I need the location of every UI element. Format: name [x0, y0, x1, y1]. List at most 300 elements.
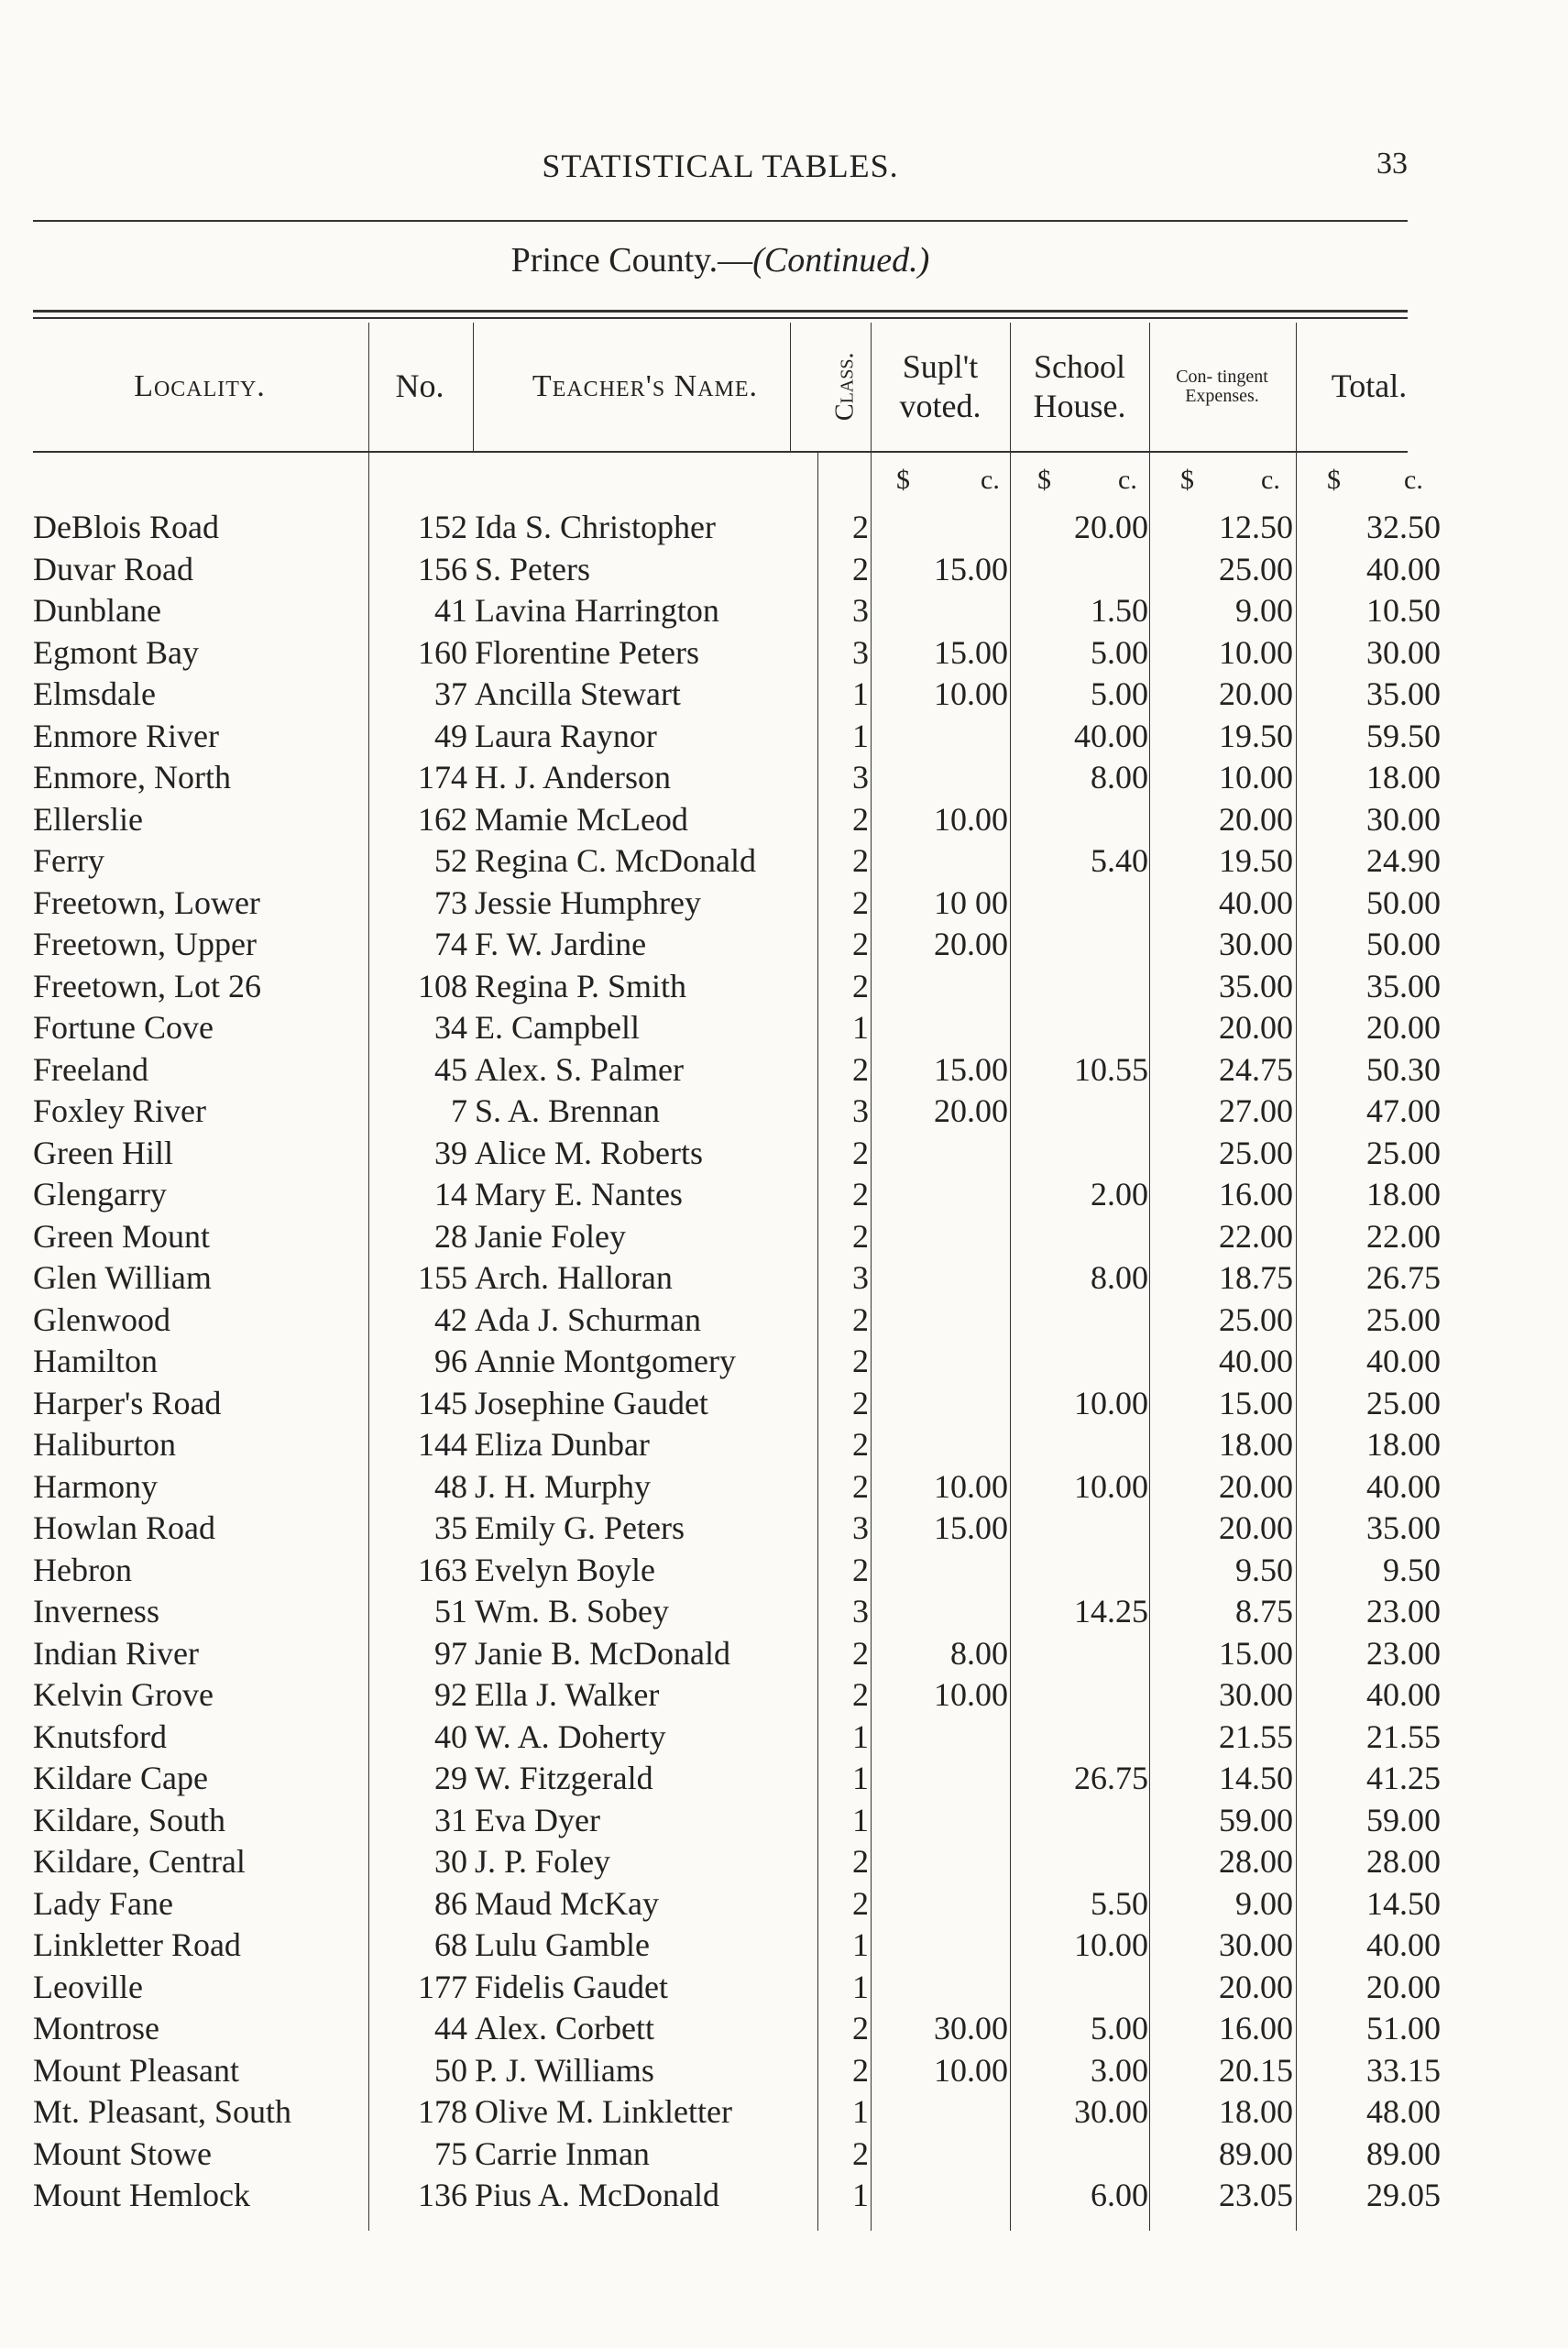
- contingent-cell: 19.50: [1219, 717, 1293, 754]
- contingent-cell: 22.00: [1219, 1217, 1293, 1255]
- total-cell: 50.00: [1366, 883, 1441, 921]
- contingent-cell: 20.00: [1219, 1467, 1293, 1505]
- number-cell: 7: [451, 1092, 467, 1129]
- school-house-cell: 10.00: [1074, 1467, 1148, 1505]
- col-locality: Locality.: [134, 368, 266, 403]
- unit-cents: c.: [1118, 465, 1137, 495]
- locality-cell: Duvar Road: [33, 550, 193, 587]
- total-cell: 35.00: [1366, 967, 1441, 1004]
- total-cell: 18.00: [1366, 1426, 1441, 1463]
- locality-cell: Linkletter Road: [33, 1926, 241, 1963]
- contingent-cell: 15.00: [1219, 1384, 1293, 1421]
- number-cell: 145: [418, 1384, 467, 1421]
- total-cell: 21.55: [1366, 1717, 1441, 1755]
- school-house-cell: 5.00: [1091, 2010, 1148, 2046]
- county-title: [33, 240, 1408, 280]
- class-cell: 3: [852, 1092, 869, 1129]
- number-cell: 177: [418, 1968, 467, 2005]
- locality-cell: Hebron: [33, 1551, 132, 1588]
- locality-cell: Enmore, North: [33, 759, 231, 795]
- class-cell: 1: [852, 675, 869, 712]
- class-cell: 2: [852, 2051, 869, 2089]
- contingent-cell: 20.00: [1219, 1509, 1293, 1546]
- class-cell: 2: [852, 1217, 869, 1255]
- header-rule: [33, 220, 1408, 222]
- supplement-cell: 15.00: [934, 1509, 1008, 1546]
- total-cell: 89.00: [1366, 2134, 1441, 2172]
- table-row: [33, 1174, 1441, 1216]
- number-cell: 75: [434, 2134, 467, 2172]
- school-house-cell: 8.00: [1091, 1259, 1148, 1296]
- col-teacher-name: Teacher's Name.: [532, 368, 759, 403]
- table-top-rule-2: [33, 317, 1408, 319]
- teacher-name-cell: Ada J. Schurman: [475, 1300, 701, 1338]
- total-cell: 50.30: [1366, 1050, 1441, 1088]
- table-row: [33, 799, 1441, 841]
- teacher-name-cell: E. Campbell: [475, 1009, 640, 1046]
- contingent-cell: 18.75: [1219, 1259, 1293, 1296]
- locality-cell: Harper's Road: [33, 1384, 222, 1421]
- supplement-cell: 15.00: [934, 1050, 1008, 1088]
- school-house-cell: 20.00: [1074, 509, 1148, 545]
- school-house-cell: 26.75: [1074, 1760, 1148, 1796]
- col-divider: [368, 323, 369, 451]
- class-cell: 2: [852, 2134, 869, 2172]
- teacher-name-cell: Lavina Harrington: [475, 592, 719, 629]
- page-header: [33, 147, 1408, 202]
- number-cell: 155: [418, 1259, 467, 1296]
- teacher-name-cell: S. Peters: [475, 550, 590, 587]
- table-row: [33, 1591, 1441, 1633]
- contingent-cell: 35.00: [1219, 967, 1293, 1004]
- class-cell: 3: [852, 1509, 869, 1546]
- school-house-cell: 6.00: [1091, 2177, 1148, 2213]
- teacher-name-cell: Lulu Gamble: [475, 1926, 650, 1963]
- supplement-cell: 20.00: [934, 1092, 1008, 1129]
- county-continued: (Continued.): [752, 241, 930, 280]
- class-cell: 1: [852, 1968, 869, 2005]
- class-cell: 2: [852, 2010, 869, 2046]
- locality-cell: Montrose: [33, 2010, 159, 2046]
- locality-cell: Hamilton: [33, 1343, 158, 1379]
- table-row: [33, 1800, 1441, 1842]
- contingent-cell: 20.15: [1219, 2051, 1293, 2089]
- contingent-cell: 20.00: [1219, 1009, 1293, 1046]
- class-cell: 2: [852, 883, 869, 921]
- unit-cents: c.: [981, 465, 1000, 495]
- total-cell: 40.00: [1366, 1676, 1441, 1713]
- contingent-cell: 12.50: [1219, 509, 1293, 545]
- locality-cell: Haliburton: [33, 1426, 176, 1463]
- teacher-name-cell: F. W. Jardine: [475, 926, 647, 962]
- table-row: [33, 1091, 1441, 1133]
- number-cell: 14: [434, 1176, 467, 1212]
- contingent-cell: 19.50: [1219, 842, 1293, 879]
- table-row: [33, 1883, 1441, 1926]
- total-cell: 18.00: [1366, 1176, 1441, 1212]
- class-cell: 2: [852, 1300, 869, 1338]
- teacher-name-cell: Alice M. Roberts: [475, 1134, 703, 1171]
- class-cell: 2: [852, 1384, 869, 1421]
- col-class: Class.: [830, 352, 860, 422]
- table-row: [33, 1216, 1441, 1258]
- total-cell: 23.00: [1366, 1593, 1441, 1629]
- unit-dollar: $: [1037, 465, 1051, 495]
- locality-cell: Mount Hemlock: [33, 2177, 250, 2213]
- total-cell: 25.00: [1366, 1384, 1441, 1421]
- number-cell: 108: [418, 967, 467, 1004]
- total-cell: 18.00: [1366, 759, 1441, 795]
- teacher-name-cell: H. J. Anderson: [475, 759, 671, 795]
- total-cell: 33.15: [1366, 2051, 1441, 2089]
- total-cell: 51.00: [1366, 2010, 1441, 2046]
- table-row: [33, 966, 1441, 1008]
- number-cell: 74: [434, 926, 467, 962]
- teacher-name-cell: Olive M. Linkletter: [475, 2093, 732, 2130]
- total-cell: 10.50: [1366, 592, 1441, 629]
- supplement-cell: 10.00: [934, 2051, 1008, 2089]
- total-cell: 14.50: [1366, 1884, 1441, 1922]
- table-row: [33, 2091, 1441, 2134]
- contingent-cell: 89.00: [1219, 2134, 1293, 2172]
- class-cell: 3: [852, 1593, 869, 1629]
- teacher-name-cell: Janie Foley: [475, 1217, 626, 1255]
- locality-cell: Kelvin Grove: [33, 1676, 214, 1713]
- contingent-cell: 15.00: [1219, 1634, 1293, 1672]
- contingent-cell: 18.00: [1219, 1426, 1293, 1463]
- class-cell: 2: [852, 1551, 869, 1588]
- total-cell: 35.00: [1366, 1509, 1441, 1546]
- col-supplement-voted: Supl't voted.: [899, 347, 981, 424]
- supplement-cell: 20.00: [934, 926, 1008, 962]
- col-total: Total.: [1331, 368, 1408, 405]
- class-cell: 3: [852, 1259, 869, 1296]
- col-contingent-expenses: Con- tingent Expenses.: [1176, 367, 1268, 406]
- class-cell: 2: [852, 800, 869, 838]
- contingent-cell: 28.00: [1219, 1843, 1293, 1880]
- number-cell: 40: [434, 1717, 467, 1755]
- table-row: [33, 1717, 1441, 1759]
- number-cell: 86: [434, 1884, 467, 1922]
- table-row: [33, 590, 1441, 632]
- teacher-name-cell: Regina C. McDonald: [475, 842, 756, 879]
- teacher-name-cell: Annie Montgomery: [475, 1343, 736, 1379]
- supplement-cell: 8.00: [950, 1634, 1008, 1672]
- page-title: STATISTICAL TABLES.: [542, 148, 899, 184]
- number-cell: 48: [434, 1467, 467, 1505]
- class-cell: 2: [852, 1467, 869, 1505]
- contingent-cell: 27.00: [1219, 1092, 1293, 1129]
- total-cell: 32.50: [1366, 509, 1441, 545]
- contingent-cell: 8.75: [1235, 1593, 1293, 1629]
- total-cell: 40.00: [1366, 1926, 1441, 1963]
- school-house-cell: 5.00: [1091, 675, 1148, 712]
- number-cell: 29: [434, 1760, 467, 1796]
- number-cell: 92: [434, 1676, 467, 1713]
- class-cell: 1: [852, 2093, 869, 2130]
- locality-cell: Dunblane: [33, 592, 161, 629]
- total-cell: 20.00: [1366, 1968, 1441, 2005]
- total-cell: 41.25: [1366, 1760, 1441, 1796]
- teacher-name-cell: Fidelis Gaudet: [475, 1968, 668, 2005]
- school-house-cell: 30.00: [1074, 2093, 1148, 2130]
- locality-cell: Egmont Bay: [33, 633, 199, 671]
- locality-cell: Mt. Pleasant, South: [33, 2093, 292, 2130]
- teacher-name-cell: Regina P. Smith: [475, 967, 687, 1004]
- locality-cell: Green Mount: [33, 1217, 210, 1255]
- supplement-cell: 10.00: [934, 675, 1008, 712]
- teacher-name-cell: Wm. B. Sobey: [475, 1593, 669, 1629]
- contingent-cell: 20.00: [1219, 1968, 1293, 2005]
- school-house-cell: 1.50: [1091, 592, 1148, 629]
- teacher-name-cell: Emily G. Peters: [475, 1509, 685, 1546]
- table-row: [33, 757, 1441, 799]
- contingent-cell: 21.55: [1219, 1717, 1293, 1755]
- teacher-name-cell: Ella J. Walker: [475, 1676, 660, 1713]
- class-cell: 2: [852, 550, 869, 587]
- table-row: [33, 1049, 1441, 1092]
- col-no: No.: [395, 368, 444, 405]
- locality-cell: Kildare, South: [33, 1801, 225, 1838]
- unit-dollar: $: [896, 465, 910, 495]
- unit-dollar: $: [1327, 465, 1341, 495]
- total-cell: 20.00: [1366, 1009, 1441, 1046]
- contingent-cell: 9.50: [1235, 1551, 1293, 1588]
- school-house-cell: 10.00: [1074, 1384, 1148, 1421]
- total-cell: 29.05: [1366, 2177, 1441, 2213]
- table-row: [33, 1007, 1441, 1049]
- teacher-name-cell: Florentine Peters: [475, 633, 699, 671]
- number-cell: 37: [434, 675, 467, 712]
- class-cell: 3: [852, 759, 869, 795]
- contingent-cell: 25.00: [1219, 1300, 1293, 1338]
- number-cell: 50: [434, 2051, 467, 2089]
- contingent-cell: 30.00: [1219, 1676, 1293, 1713]
- class-cell: 1: [852, 1009, 869, 1046]
- table-row: [33, 924, 1441, 966]
- locality-cell: Ellerslie: [33, 800, 143, 838]
- table-row: [33, 2050, 1441, 2092]
- teacher-name-cell: Janie B. McDonald: [475, 1634, 730, 1672]
- table-row: [33, 632, 1441, 675]
- contingent-cell: 30.00: [1219, 1926, 1293, 1963]
- number-cell: 31: [434, 1801, 467, 1838]
- contingent-cell: 59.00: [1219, 1801, 1293, 1838]
- table-row: [33, 883, 1441, 925]
- supplement-cell: 30.00: [934, 2010, 1008, 2046]
- table-row: [33, 1257, 1441, 1300]
- total-cell: 9.50: [1383, 1551, 1441, 1588]
- contingent-cell: 40.00: [1219, 1343, 1293, 1379]
- supplement-cell: 15.00: [934, 550, 1008, 587]
- total-cell: 50.00: [1366, 926, 1441, 962]
- number-cell: 51: [434, 1593, 467, 1629]
- page-number: 33: [1376, 147, 1408, 181]
- class-cell: 2: [852, 1426, 869, 1463]
- teacher-name-cell: Carrie Inman: [475, 2134, 650, 2172]
- locality-cell: Indian River: [33, 1634, 199, 1672]
- table-row: [33, 1674, 1441, 1717]
- school-house-cell: 2.00: [1091, 1176, 1148, 1212]
- total-cell: 22.00: [1366, 1217, 1441, 1255]
- table-row: [33, 840, 1441, 883]
- teacher-name-cell: Ida S. Christopher: [475, 509, 716, 545]
- contingent-cell: 16.00: [1219, 2010, 1293, 2046]
- supplement-cell: 10 00: [934, 883, 1008, 921]
- class-cell: 2: [852, 1884, 869, 1922]
- class-cell: 2: [852, 509, 869, 545]
- contingent-cell: 40.00: [1219, 883, 1293, 921]
- number-cell: 30: [434, 1843, 467, 1880]
- teacher-name-cell: Maud McKay: [475, 1884, 659, 1922]
- contingent-cell: 16.00: [1219, 1176, 1293, 1212]
- number-cell: 73: [434, 883, 467, 921]
- teacher-name-cell: Josephine Gaudet: [475, 1384, 708, 1421]
- table-row: [33, 1508, 1441, 1550]
- teacher-name-cell: W. A. Doherty: [475, 1717, 666, 1755]
- school-house-cell: 8.00: [1091, 759, 1148, 795]
- teacher-name-cell: Alex. S. Palmer: [475, 1050, 684, 1088]
- teacher-name-cell: Jessie Humphrey: [475, 883, 701, 921]
- locality-cell: Mount Stowe: [33, 2134, 213, 2172]
- table-row: [33, 1841, 1441, 1883]
- table-row: [33, 1341, 1441, 1383]
- supplement-cell: 15.00: [934, 633, 1008, 671]
- contingent-cell: 25.00: [1219, 550, 1293, 587]
- school-house-cell: 5.50: [1091, 1884, 1148, 1922]
- table-row: [33, 549, 1441, 591]
- total-cell: 59.50: [1366, 717, 1441, 754]
- total-cell: 48.00: [1366, 2093, 1441, 2130]
- locality-cell: Enmore River: [33, 717, 219, 754]
- number-cell: 44: [434, 2010, 467, 2046]
- class-cell: 2: [852, 1050, 869, 1088]
- contingent-cell: 10.00: [1219, 633, 1293, 671]
- number-cell: 160: [418, 633, 467, 671]
- teacher-name-cell: Eva Dyer: [475, 1801, 600, 1838]
- total-cell: 25.00: [1366, 1134, 1441, 1171]
- locality-cell: Lady Fane: [33, 1884, 173, 1922]
- class-cell: 2: [852, 967, 869, 1004]
- class-cell: 2: [852, 1843, 869, 1880]
- locality-cell: Glen William: [33, 1259, 212, 1296]
- total-cell: 28.00: [1366, 1843, 1441, 1880]
- table-row: [33, 1300, 1441, 1342]
- number-cell: 136: [418, 2177, 467, 2213]
- locality-cell: Mount Pleasant: [33, 2051, 239, 2089]
- locality-cell: Howlan Road: [33, 1509, 215, 1546]
- class-cell: 1: [852, 1926, 869, 1963]
- table-row: [33, 1925, 1441, 1967]
- locality-cell: Fortune Cove: [33, 1009, 214, 1046]
- contingent-cell: 18.00: [1219, 2093, 1293, 2130]
- col-school-house: School House.: [1033, 347, 1126, 424]
- number-cell: 45: [434, 1050, 467, 1088]
- teacher-name-cell: J. H. Murphy: [475, 1467, 652, 1505]
- table-row: [33, 1633, 1441, 1675]
- contingent-cell: 30.00: [1219, 926, 1293, 962]
- locality-cell: DeBlois Road: [33, 509, 219, 545]
- units-row: [33, 465, 1423, 499]
- number-cell: 96: [434, 1343, 467, 1379]
- total-cell: 40.00: [1366, 550, 1441, 587]
- total-cell: 40.00: [1366, 1467, 1441, 1505]
- class-cell: 3: [852, 592, 869, 629]
- table-row: [33, 507, 1441, 549]
- number-cell: 144: [418, 1426, 467, 1463]
- total-cell: 35.00: [1366, 675, 1441, 712]
- class-cell: 2: [852, 1676, 869, 1713]
- number-cell: 35: [434, 1509, 467, 1546]
- table-row: [33, 2008, 1441, 2050]
- unit-cents: c.: [1261, 465, 1280, 495]
- teacher-name-cell: Mamie McLeod: [475, 800, 688, 838]
- locality-cell: Inverness: [33, 1593, 159, 1629]
- locality-cell: Green Hill: [33, 1134, 173, 1171]
- contingent-cell: 20.00: [1219, 675, 1293, 712]
- teacher-name-cell: Laura Raynor: [475, 717, 657, 754]
- class-cell: 1: [852, 1801, 869, 1838]
- total-cell: 25.00: [1366, 1300, 1441, 1338]
- locality-cell: Glengarry: [33, 1176, 167, 1212]
- teacher-name-cell: J. P. Foley: [475, 1843, 611, 1880]
- county-name: Prince County.—: [510, 241, 753, 280]
- locality-cell: Harmony: [33, 1467, 158, 1505]
- table-row: [33, 1133, 1441, 1175]
- table-row: [33, 1967, 1441, 2009]
- table-row: [33, 1424, 1441, 1466]
- locality-cell: Freetown, Upper: [33, 926, 257, 962]
- contingent-cell: 25.00: [1219, 1134, 1293, 1171]
- teacher-name-cell: Ancilla Stewart: [475, 675, 681, 712]
- total-cell: 24.90: [1366, 842, 1441, 879]
- school-house-cell: 5.40: [1091, 842, 1148, 879]
- school-house-cell: 14.25: [1074, 1593, 1148, 1629]
- locality-cell: Elmsdale: [33, 675, 156, 712]
- class-cell: 2: [852, 1134, 869, 1171]
- table-row: [33, 1550, 1441, 1592]
- school-house-cell: 40.00: [1074, 717, 1148, 754]
- contingent-cell: 24.75: [1219, 1050, 1293, 1088]
- school-house-cell: 10.00: [1074, 1926, 1148, 1963]
- class-cell: 3: [852, 633, 869, 671]
- table-body: [33, 507, 1441, 2217]
- teacher-name-cell: Evelyn Boyle: [475, 1551, 655, 1588]
- number-cell: 49: [434, 717, 467, 754]
- locality-cell: Freetown, Lower: [33, 883, 260, 921]
- number-cell: 52: [434, 842, 467, 879]
- number-cell: 178: [418, 2093, 467, 2130]
- table-row: [33, 1383, 1441, 1425]
- locality-cell: Freetown, Lot 26: [33, 967, 261, 1004]
- locality-cell: Kildare Cape: [33, 1760, 208, 1796]
- unit-cents: c.: [1404, 465, 1423, 495]
- number-cell: 162: [418, 800, 467, 838]
- contingent-cell: 23.05: [1219, 2177, 1293, 2213]
- number-cell: 28: [434, 1217, 467, 1255]
- table-row: [33, 674, 1441, 716]
- number-cell: 42: [434, 1300, 467, 1338]
- locality-cell: Leoville: [33, 1968, 143, 2005]
- number-cell: 97: [434, 1634, 467, 1672]
- number-cell: 39: [434, 1134, 467, 1171]
- column-headers: [33, 323, 1408, 451]
- teacher-name-cell: Eliza Dunbar: [475, 1426, 650, 1463]
- table-top-rule-1: [33, 310, 1408, 313]
- class-cell: 1: [852, 1717, 869, 1755]
- total-cell: 40.00: [1366, 1343, 1441, 1379]
- teacher-name-cell: Mary E. Nantes: [475, 1176, 683, 1212]
